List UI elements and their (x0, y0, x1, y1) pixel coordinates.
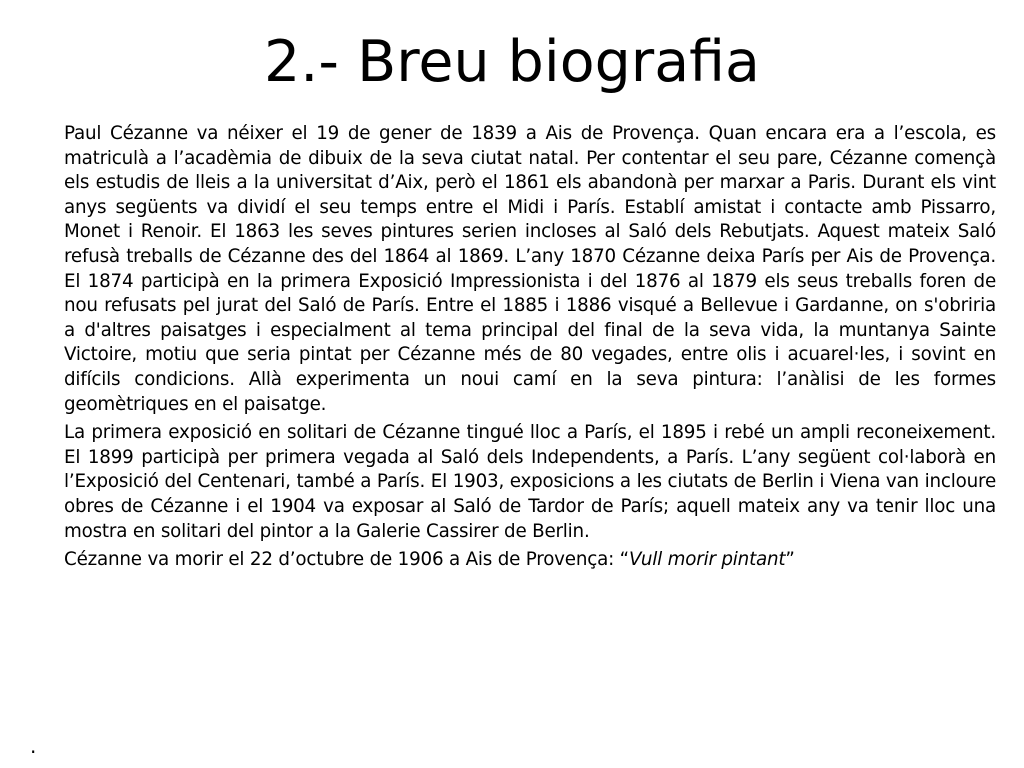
biography-paragraph-3 (64, 548, 996, 573)
slide-title: 2.- Breu biografia (264, 29, 760, 95)
paragraph-3-quote: Vull morir pintant (628, 549, 786, 571)
slide-body (64, 122, 996, 577)
biography-paragraph-2: La primera exposició en solitari de Cézanne tingué lloc a París, el 1895 i rebé un ampli reconeixement. El 1899 participà per primera vegada al Saló dels Independents, a París. L’any següent col·laborà en l’Exposició del Centenari, també a París. El 1903, exposicions a les ciutats de Berlin i Viena van incloure obres de Cézanne i el 1904 va exposar al Saló de Tardor de París; aquell mateix any va tenir lloc una mostra en solitari del pintor a la Galerie Cassirer de Berlin. (64, 422, 996, 542)
paragraph-3-text: Cézanne va morir el 22 d’octubre de 1906 a Ais de Provença: “ (64, 549, 629, 571)
paragraph-3-end: ” (785, 549, 795, 571)
footer-mark: . (30, 734, 37, 758)
biography-paragraph-1: Paul Cézanne va néixer el 19 de gener de 1839 a Ais de Provença. Quan encara era a l’escola, es matriculà a l’acadèmia de dibuix de la seva ciutat natal. Per contentar el seu pare, Cézanne començà els estudis de lleis a la universitat d’Aix, però el 1861 els abandonà per marxar a Paris. Durant els vint anys següents va dividí el seu temps entre el Midi i París. Establí amistat i contacte amb Pissarro, Monet i Renoir. El 1863 les seves pintures serien incloses al Saló dels Rebutjats. Aquest mateix Saló refusà treballs de Cézanne des del 1864 al 1869. L’any 1870 Cézanne deixa París per Ais de Provença. El 1874 participà en la primera Exposició Impressionista i del 1876 al 1879 els seus treballs foren de nou refusats pel jurat del Saló de París. Entre el 1885 i 1886 visqué a Bellevue i Gardanne, on s'obriria a d'altres paisatges i especialment al tema principal del final de la seva vida, la muntanya Sainte Victoire, motiu que seria pintat per Cézanne més de 80 vegades, entre olis i acuarel·les, i sovint en difícils condicions. Allà experimenta un noui camí en la seva pintura: l’anàlisi de les formes geomètriques en el paisatge. (64, 123, 996, 415)
